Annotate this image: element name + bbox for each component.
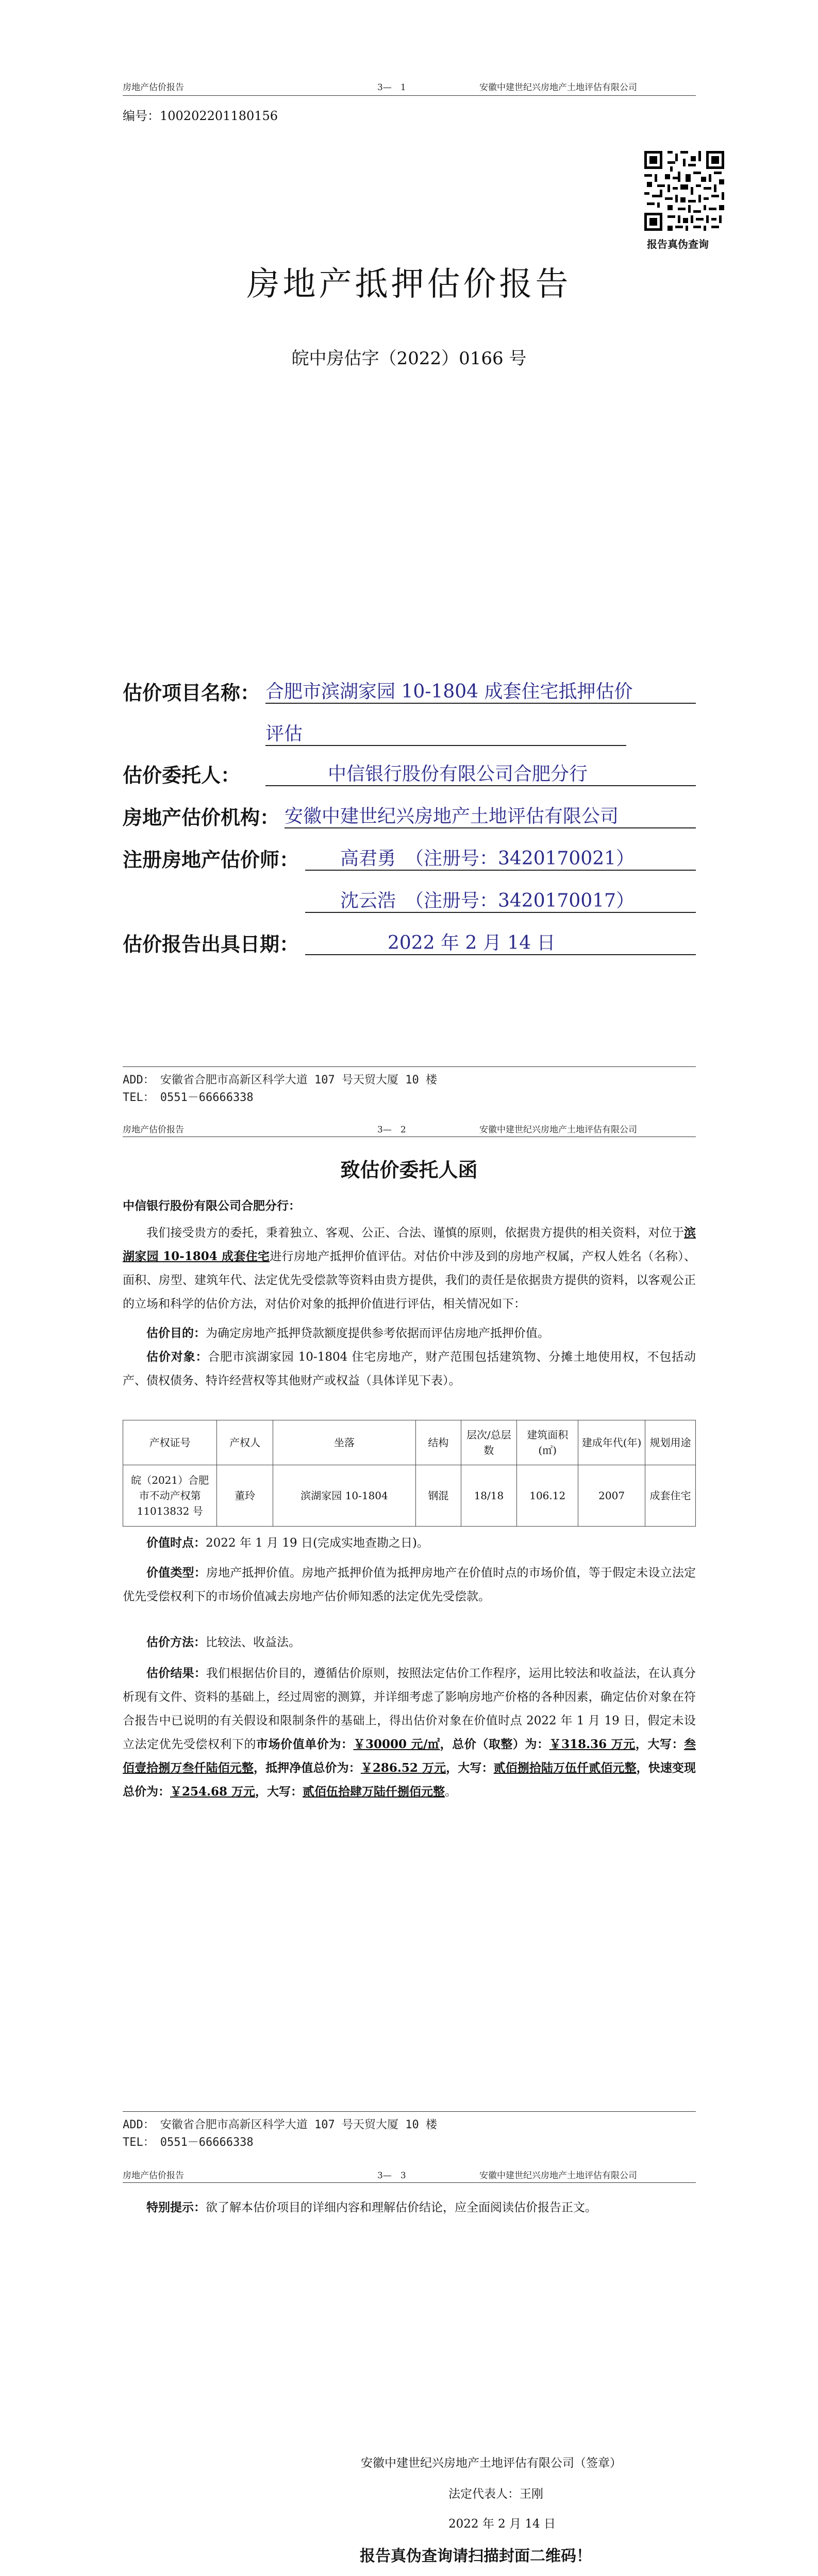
footer-address: ADD： 安徽省合肥市高新区科学大道 107 号天贸大厦 10 楼 [123, 1074, 437, 1087]
date-label: 估价报告出具日期： [123, 933, 299, 956]
method-text: 比较法、收益法。 [206, 1636, 301, 1649]
result-text-h: ，大写： [255, 1785, 303, 1799]
serial-value: 100202201180156 [160, 109, 278, 123]
page-header-right: 安徽中建世纪兴房地产土地评估有限公司 [479, 1125, 637, 1135]
footer-rule [123, 1066, 696, 1067]
qr-code[interactable] [642, 148, 727, 233]
qr-caption: 报告真伪查询 [647, 238, 709, 250]
result-text-g: ，快速变现总价为： [123, 1761, 696, 1799]
intro-text-a: 我们接受贵方的委托，秉着独立、客观、公正、合法、谨慎的原则，依据贵方提供的相关资料，对位于 [146, 1226, 684, 1240]
table-cell: 滨湖家园 10-1804 [273, 1465, 415, 1527]
intro-address: 滨湖家园 10-1804 成套住宅 [123, 1226, 696, 1263]
date-underline [305, 954, 696, 955]
header-rule [123, 2182, 696, 2183]
table-cell: 钢混 [416, 1465, 461, 1527]
total-price: ￥318.36 万元 [549, 1737, 636, 1751]
report-title: 房地产抵押估价报告 [246, 265, 572, 303]
table-cell: 成套住宅 [645, 1465, 695, 1527]
table-header-cell: 建成年代(年) [578, 1420, 645, 1465]
table-header-cell: 坐落 [273, 1420, 415, 1465]
page-header-right: 安徽中建世纪兴房地产土地评估有限公司 [479, 82, 637, 93]
agency-label: 房地产估价机构： [123, 806, 280, 829]
net-price-cn: 贰佰捌拾陆万伍仟贰佰元整 [493, 1761, 637, 1775]
qr-code-icon [642, 148, 727, 233]
footer-address: ADD： 安徽省合肥市高新区科学大道 107 号天贸大厦 10 楼 [123, 2119, 437, 2131]
vdate-label: 价值时点： [146, 1536, 206, 1550]
page-header-right: 安徽中建世纪兴房地产土地评估有限公司 [479, 2171, 637, 2181]
letter-value-date [123, 1531, 696, 1555]
method-label: 估价方法： [146, 1635, 206, 1649]
result-text-f: ，大写： [446, 1761, 494, 1775]
intro-text-b: 进行房地产抵押价值评估。对估价中涉及到的房地产权属，产权人姓名（名称）、面积、房型、建筑年代、法定优先受偿款等资料由贵方提供，我们的责任是依据贵方提供的资料，以客观公正的立场和科学的估价方法，对估价对象的抵押价值进行评估，相关情况如下： [123, 1250, 696, 1311]
table-cell: 董玲 [217, 1465, 273, 1527]
net-price: ￥286.52 万元 [360, 1761, 446, 1775]
table-header-cell: 层次/总层数 [461, 1420, 517, 1465]
result-end: 。 [445, 1785, 457, 1799]
page-header-left: 房地产估价报告 [123, 1125, 184, 1135]
sign-date: 2022 年 2 月 14 日 [448, 2517, 556, 2531]
page-header-number: 3— 1 [377, 82, 406, 93]
special-note [123, 2196, 696, 2219]
letter-purpose [123, 1321, 696, 1345]
date-value: 2022 年 2 月 14 日 [388, 933, 556, 954]
property-table [123, 1420, 696, 1527]
result-text-c: ，总价（取整）为： [440, 1737, 549, 1751]
table-cell: 18/18 [461, 1465, 517, 1527]
client-underline [265, 785, 696, 786]
object-label: 估价对象： [146, 1350, 208, 1364]
result-text-d: ，大写： [635, 1737, 685, 1751]
table-cell: 2007 [578, 1465, 645, 1527]
note-label: 特别提示： [146, 2200, 206, 2214]
letter-result [123, 1662, 696, 1804]
letter-title: 致估价委托人函 [340, 1159, 478, 1181]
vtype-label: 价值类型： [146, 1566, 206, 1580]
footer-rule [123, 2111, 696, 2112]
client-label: 估价委托人： [123, 764, 241, 787]
appraiser-1-underline [305, 870, 696, 871]
purpose-label: 估价目的： [146, 1326, 206, 1340]
sign-company: 安徽中建世纪兴房地产土地评估有限公司（签章） [361, 2456, 622, 2470]
appraiser-2-underline [305, 912, 696, 913]
project-underline-1 [265, 703, 696, 704]
appraiser-label: 注册房地产估价师： [123, 849, 299, 871]
quick-price: ￥254.68 万元 [170, 1785, 256, 1799]
page-header-left: 房地产估价报告 [123, 2171, 184, 2181]
result-text-e: ，抵押净值总价为： [254, 1761, 361, 1775]
table-header-cell: 建筑面积(㎡) [517, 1420, 578, 1465]
table-cell: 皖（2021）合肥市不动产权第11013832 号 [123, 1465, 217, 1527]
client-value: 中信银行股份有限公司合肥分行 [328, 764, 588, 785]
project-label: 估价项目名称： [123, 682, 260, 704]
verify-note: 报告真伪查询请扫描封面二维码！ [360, 2547, 592, 2565]
vtype-text: 房地产抵押价值。房地产抵押价值为抵押房地产在价值时点的市场价值，等于假定未设立法定优先受偿权利下的市场价值减去房地产估价师知悉的法定优先受偿款。 [123, 1566, 696, 1603]
note-text: 欲了解本估价项目的详细内容和理解估价结论，应全面阅读估价报告正文。 [206, 2201, 597, 2214]
quick-price-cn: 贰佰伍拾肆万陆仟捌佰元整 [303, 1785, 445, 1799]
letter-value-type [123, 1561, 696, 1608]
table-header-row [123, 1420, 696, 1465]
serial-number [123, 106, 278, 124]
header-rule [123, 95, 696, 96]
table-header-cell: 产权证号 [123, 1420, 217, 1465]
vdate-text: 2022 年 1 月 19 日(完成实地查勘之日)。 [206, 1536, 429, 1550]
table-header-cell: 结构 [416, 1420, 461, 1465]
result-text-a: 我们根据估价目的，遵循估价原则，按照法定估价工作程序，运用比较法和收益法，在认真分析现有文件、资料的基础上，经过周密的测算，并详细考虑了影响房地产价格的各种因素，确定估价对象在符合报告中已说明的有关假设和限制条件的基础上，得出估价对象在价值时点 2022 年 1 月 19 日，假定未设立法定优先受偿权利下的 [123, 1667, 696, 1751]
report-number: 皖中房估字（2022）0166 号 [291, 348, 527, 369]
sign-representative: 法定代表人：王刚 [448, 2487, 543, 2501]
letter-method [123, 1631, 696, 1654]
letter-intro [123, 1221, 696, 1316]
project-underline-2 [265, 745, 626, 746]
project-line2: 评估 [265, 723, 303, 744]
unit-price: ￥30000 元/㎡ [353, 1737, 440, 1751]
result-label: 估价结果： [146, 1666, 206, 1680]
letter-addressee: 中信银行股份有限公司合肥分行： [123, 1199, 301, 1213]
purpose-text: 为确定房地产抵押贷款额度提供参考依据而评估房地产抵押价值。 [206, 1327, 549, 1340]
table-row [123, 1465, 696, 1527]
agency-value: 安徽中建世纪兴房地产土地评估有限公司 [285, 806, 619, 827]
object-text: 合肥市滨湖家园 10-1804 住宅房地产，财产范围包括建筑物、分摊土地使用权，不包括动产、债权债务、特许经营权等其他财产或权益（具体详见下表）。 [123, 1350, 696, 1387]
serial-label: 编号： [123, 109, 160, 123]
page-header-left: 房地产估价报告 [123, 82, 184, 93]
appraiser-2: 沈云浩 （注册号：3420170017） [340, 890, 635, 911]
result-text-b: 市场价值单价为： [256, 1737, 354, 1751]
page-header-number: 3— 3 [377, 2171, 406, 2181]
table-cell: 106.12 [517, 1465, 578, 1527]
total-price-cn: 叁佰壹拾捌万叁仟陆佰元整 [123, 1737, 696, 1775]
footer-phone: TEL： 0551－66666338 [123, 2136, 254, 2149]
footer-phone: TEL： 0551－66666338 [123, 1091, 254, 1104]
project-line1: 合肥市滨湖家园 10-1804 成套住宅抵押估价 [265, 681, 633, 702]
letter-object [123, 1345, 696, 1393]
appraiser-1: 高君勇 （注册号：3420170021） [340, 848, 635, 869]
table-header-cell: 规划用途 [645, 1420, 695, 1465]
agency-underline [285, 827, 696, 828]
page-header-number: 3— 2 [377, 1125, 406, 1135]
table-header-cell: 产权人 [217, 1420, 273, 1465]
